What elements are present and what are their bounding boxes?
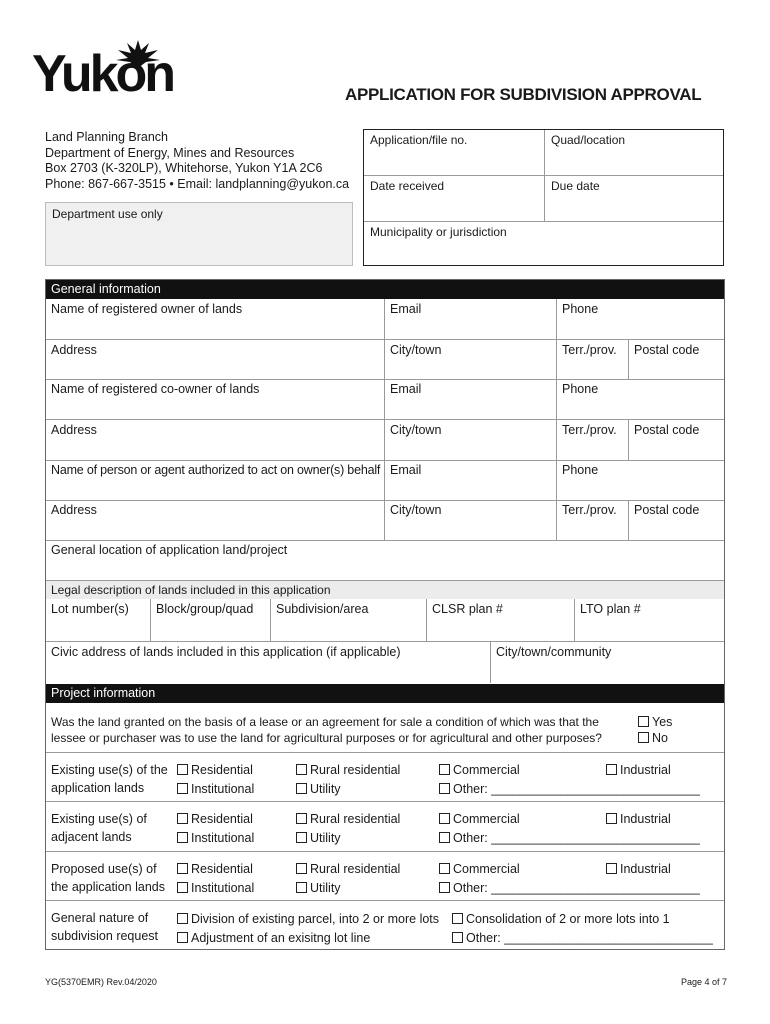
quad-location-field[interactable] bbox=[545, 130, 723, 176]
consolidation-checkbox[interactable] bbox=[452, 912, 670, 926]
existing-app-commercial-checkbox[interactable] bbox=[439, 763, 520, 777]
adjacent-utility-checkbox[interactable] bbox=[296, 831, 341, 845]
proposed-rural-residential-checkbox[interactable] bbox=[296, 862, 400, 876]
existing-use-application-label: Existing use(s) of the bbox=[51, 763, 168, 777]
co-owner-name-label: Name of registered co-owner of lands bbox=[51, 382, 260, 396]
owner-phone-label: Phone bbox=[562, 302, 599, 316]
existing-use-application-label-2: application lands bbox=[51, 781, 145, 795]
utility-label: Utility bbox=[310, 831, 341, 845]
adjacent-commercial-checkbox[interactable] bbox=[439, 812, 520, 826]
due-date-label: Due date bbox=[551, 179, 600, 193]
agent-email-label: Email bbox=[390, 463, 422, 477]
co-owner-phone-label: Phone bbox=[562, 382, 599, 396]
commercial-label: Commercial bbox=[453, 812, 520, 826]
institutional-label: Institutional bbox=[191, 881, 255, 895]
industrial-label: Industrial bbox=[620, 862, 671, 876]
owner-prov-label: Terr./prov. bbox=[562, 343, 617, 357]
municipality-label: Municipality or jurisdiction bbox=[370, 225, 507, 239]
address-line: Department of Energy, Mines and Resources bbox=[45, 145, 295, 160]
industrial-label: Industrial bbox=[620, 763, 671, 777]
rural-residential-label: Rural residential bbox=[310, 763, 401, 777]
owner-email-label: Email bbox=[390, 302, 422, 316]
lto-plan-label: LTO plan # bbox=[580, 602, 641, 616]
civic-address-label: Civic address of lands included in this application (if applicable) bbox=[51, 645, 401, 659]
proposed-institutional-checkbox[interactable] bbox=[177, 881, 254, 895]
co-owner-address-label: Address bbox=[51, 423, 97, 437]
rural-residential-label: Rural residential bbox=[310, 862, 401, 876]
existing-app-industrial-checkbox[interactable] bbox=[606, 763, 671, 777]
clsr-plan-label: CLSR plan # bbox=[432, 602, 503, 616]
address-line: Phone: 867-667-3515 • Email: landplanning@yukon.ca bbox=[45, 176, 350, 191]
form-code: YG(5370EMR) Rev.04/2020 bbox=[45, 977, 157, 987]
application-file-field[interactable] bbox=[364, 130, 545, 176]
adjacent-other-checkbox[interactable] bbox=[439, 831, 700, 845]
proposed-commercial-checkbox[interactable] bbox=[439, 862, 520, 876]
existing-app-utility-checkbox[interactable] bbox=[296, 782, 341, 796]
co-owner-prov-label: Terr./prov. bbox=[562, 423, 617, 437]
adjacent-rural-residential-checkbox[interactable] bbox=[296, 812, 400, 826]
agent-address-label: Address bbox=[51, 503, 97, 517]
logo-wordmark: Yukon bbox=[32, 45, 174, 103]
proposed-other-checkbox[interactable] bbox=[439, 881, 700, 895]
co-owner-city-label: City/town bbox=[390, 423, 442, 437]
block-label: Block/group/quad bbox=[156, 602, 254, 616]
yes-label: Yes bbox=[652, 715, 673, 729]
co-owner-postal-label: Postal code bbox=[634, 423, 700, 437]
address-line: Land Planning Branch bbox=[45, 130, 169, 144]
owner-address-label: Address bbox=[51, 343, 97, 357]
residential-label: Residential bbox=[191, 812, 253, 826]
agent-phone-label: Phone bbox=[562, 463, 599, 477]
no-label: No bbox=[652, 731, 668, 745]
general-information-heading: General information bbox=[46, 280, 724, 299]
commercial-label: Commercial bbox=[453, 862, 520, 876]
department-use-box bbox=[45, 202, 353, 266]
other-label: Other: ______________________________ bbox=[453, 831, 700, 845]
co-owner-email-label: Email bbox=[390, 382, 422, 396]
existing-app-institutional-checkbox[interactable] bbox=[177, 782, 254, 796]
project-information-heading: Project information bbox=[46, 684, 724, 703]
proposed-residential-checkbox[interactable] bbox=[177, 862, 253, 876]
agent-name-label: Name of person or agent authorized to act on owner(s) behalf bbox=[51, 463, 381, 477]
other-label: Other: ______________________________ bbox=[453, 881, 700, 895]
adjustment-checkbox[interactable] bbox=[177, 931, 370, 945]
existing-app-other-checkbox[interactable] bbox=[439, 782, 700, 796]
nature-other-checkbox[interactable] bbox=[452, 931, 713, 945]
agriculture-question-line2: lessee or purchaser was to use the land for agricultural purposes or for agricultural and other purposes? bbox=[51, 731, 602, 745]
lot-numbers-label: Lot number(s) bbox=[51, 602, 129, 616]
application-form bbox=[45, 279, 725, 950]
branch-address bbox=[45, 130, 349, 192]
adjacent-industrial-checkbox[interactable] bbox=[606, 812, 671, 826]
institutional-label: Institutional bbox=[191, 782, 255, 796]
agent-city-label: City/town bbox=[390, 503, 442, 517]
consolidation-label: Consolidation of 2 or more lots into 1 bbox=[466, 912, 670, 926]
institutional-label: Institutional bbox=[191, 831, 255, 845]
existing-app-rural-residential-checkbox[interactable] bbox=[296, 763, 400, 777]
proposed-use-label: Proposed use(s) of bbox=[51, 862, 157, 876]
agent-prov-label: Terr./prov. bbox=[562, 503, 617, 517]
industrial-label: Industrial bbox=[620, 812, 671, 826]
adjacent-residential-checkbox[interactable] bbox=[177, 812, 253, 826]
page-title: APPLICATION FOR SUBDIVISION APPROVAL bbox=[345, 85, 702, 104]
office-use-box bbox=[363, 129, 724, 266]
subdivision-area-label: Subdivision/area bbox=[276, 602, 369, 616]
existing-use-adjacent-label: Existing use(s) of bbox=[51, 812, 147, 826]
agriculture-no-checkbox[interactable] bbox=[638, 731, 668, 745]
proposed-use-label-2: the application lands bbox=[51, 880, 165, 894]
agriculture-yes-checkbox[interactable] bbox=[638, 715, 672, 729]
other-label: Other: ______________________________ bbox=[453, 782, 700, 796]
utility-label: Utility bbox=[310, 782, 341, 796]
city-community-label: City/town/community bbox=[496, 645, 612, 659]
general-location-label: General location of application land/project bbox=[51, 543, 288, 557]
date-received-label: Date received bbox=[370, 179, 445, 193]
due-date-field[interactable] bbox=[545, 176, 723, 222]
nature-label: General nature of bbox=[51, 911, 149, 925]
nature-label-2: subdivision request bbox=[51, 929, 159, 943]
owner-postal-label: Postal code bbox=[634, 343, 700, 357]
quad-location-label: Quad/location bbox=[551, 133, 626, 147]
agriculture-question-line1: Was the land granted on the basis of a lease or an agreement for sale a condition of which was that the bbox=[51, 715, 599, 729]
application-file-label: Application/file no. bbox=[370, 133, 468, 147]
residential-label: Residential bbox=[191, 862, 253, 876]
rural-residential-label: Rural residential bbox=[310, 812, 401, 826]
nature-other-label: Other: ______________________________ bbox=[466, 931, 713, 945]
residential-label: Residential bbox=[191, 763, 253, 777]
commercial-label: Commercial bbox=[453, 763, 520, 777]
page-number: Page 4 of 7 bbox=[681, 977, 728, 987]
utility-label: Utility bbox=[310, 881, 341, 895]
division-checkbox[interactable] bbox=[177, 912, 439, 926]
existing-app-residential-checkbox[interactable] bbox=[177, 763, 253, 777]
existing-use-adjacent-label-2: adjacent lands bbox=[51, 830, 132, 844]
owner-name-label: Name of registered owner of lands bbox=[51, 302, 243, 316]
owner-city-label: City/town bbox=[390, 343, 442, 357]
division-label: Division of existing parcel, into 2 or more lots bbox=[191, 912, 440, 926]
proposed-industrial-checkbox[interactable] bbox=[606, 862, 671, 876]
agent-postal-label: Postal code bbox=[634, 503, 700, 517]
yukon-logo bbox=[32, 40, 172, 104]
date-received-field[interactable] bbox=[364, 176, 545, 222]
proposed-utility-checkbox[interactable] bbox=[296, 881, 341, 895]
address-line: Box 2703 (K-320LP), Whitehorse, Yukon Y1A 2C6 bbox=[45, 161, 323, 175]
legal-description-heading: Legal description of lands included in this application bbox=[46, 581, 724, 599]
adjustment-label: Adjustment of an exisitng lot line bbox=[191, 931, 371, 945]
municipality-field[interactable] bbox=[364, 222, 723, 265]
department-use-label: Department use only bbox=[52, 207, 163, 221]
adjacent-institutional-checkbox[interactable] bbox=[177, 831, 254, 845]
